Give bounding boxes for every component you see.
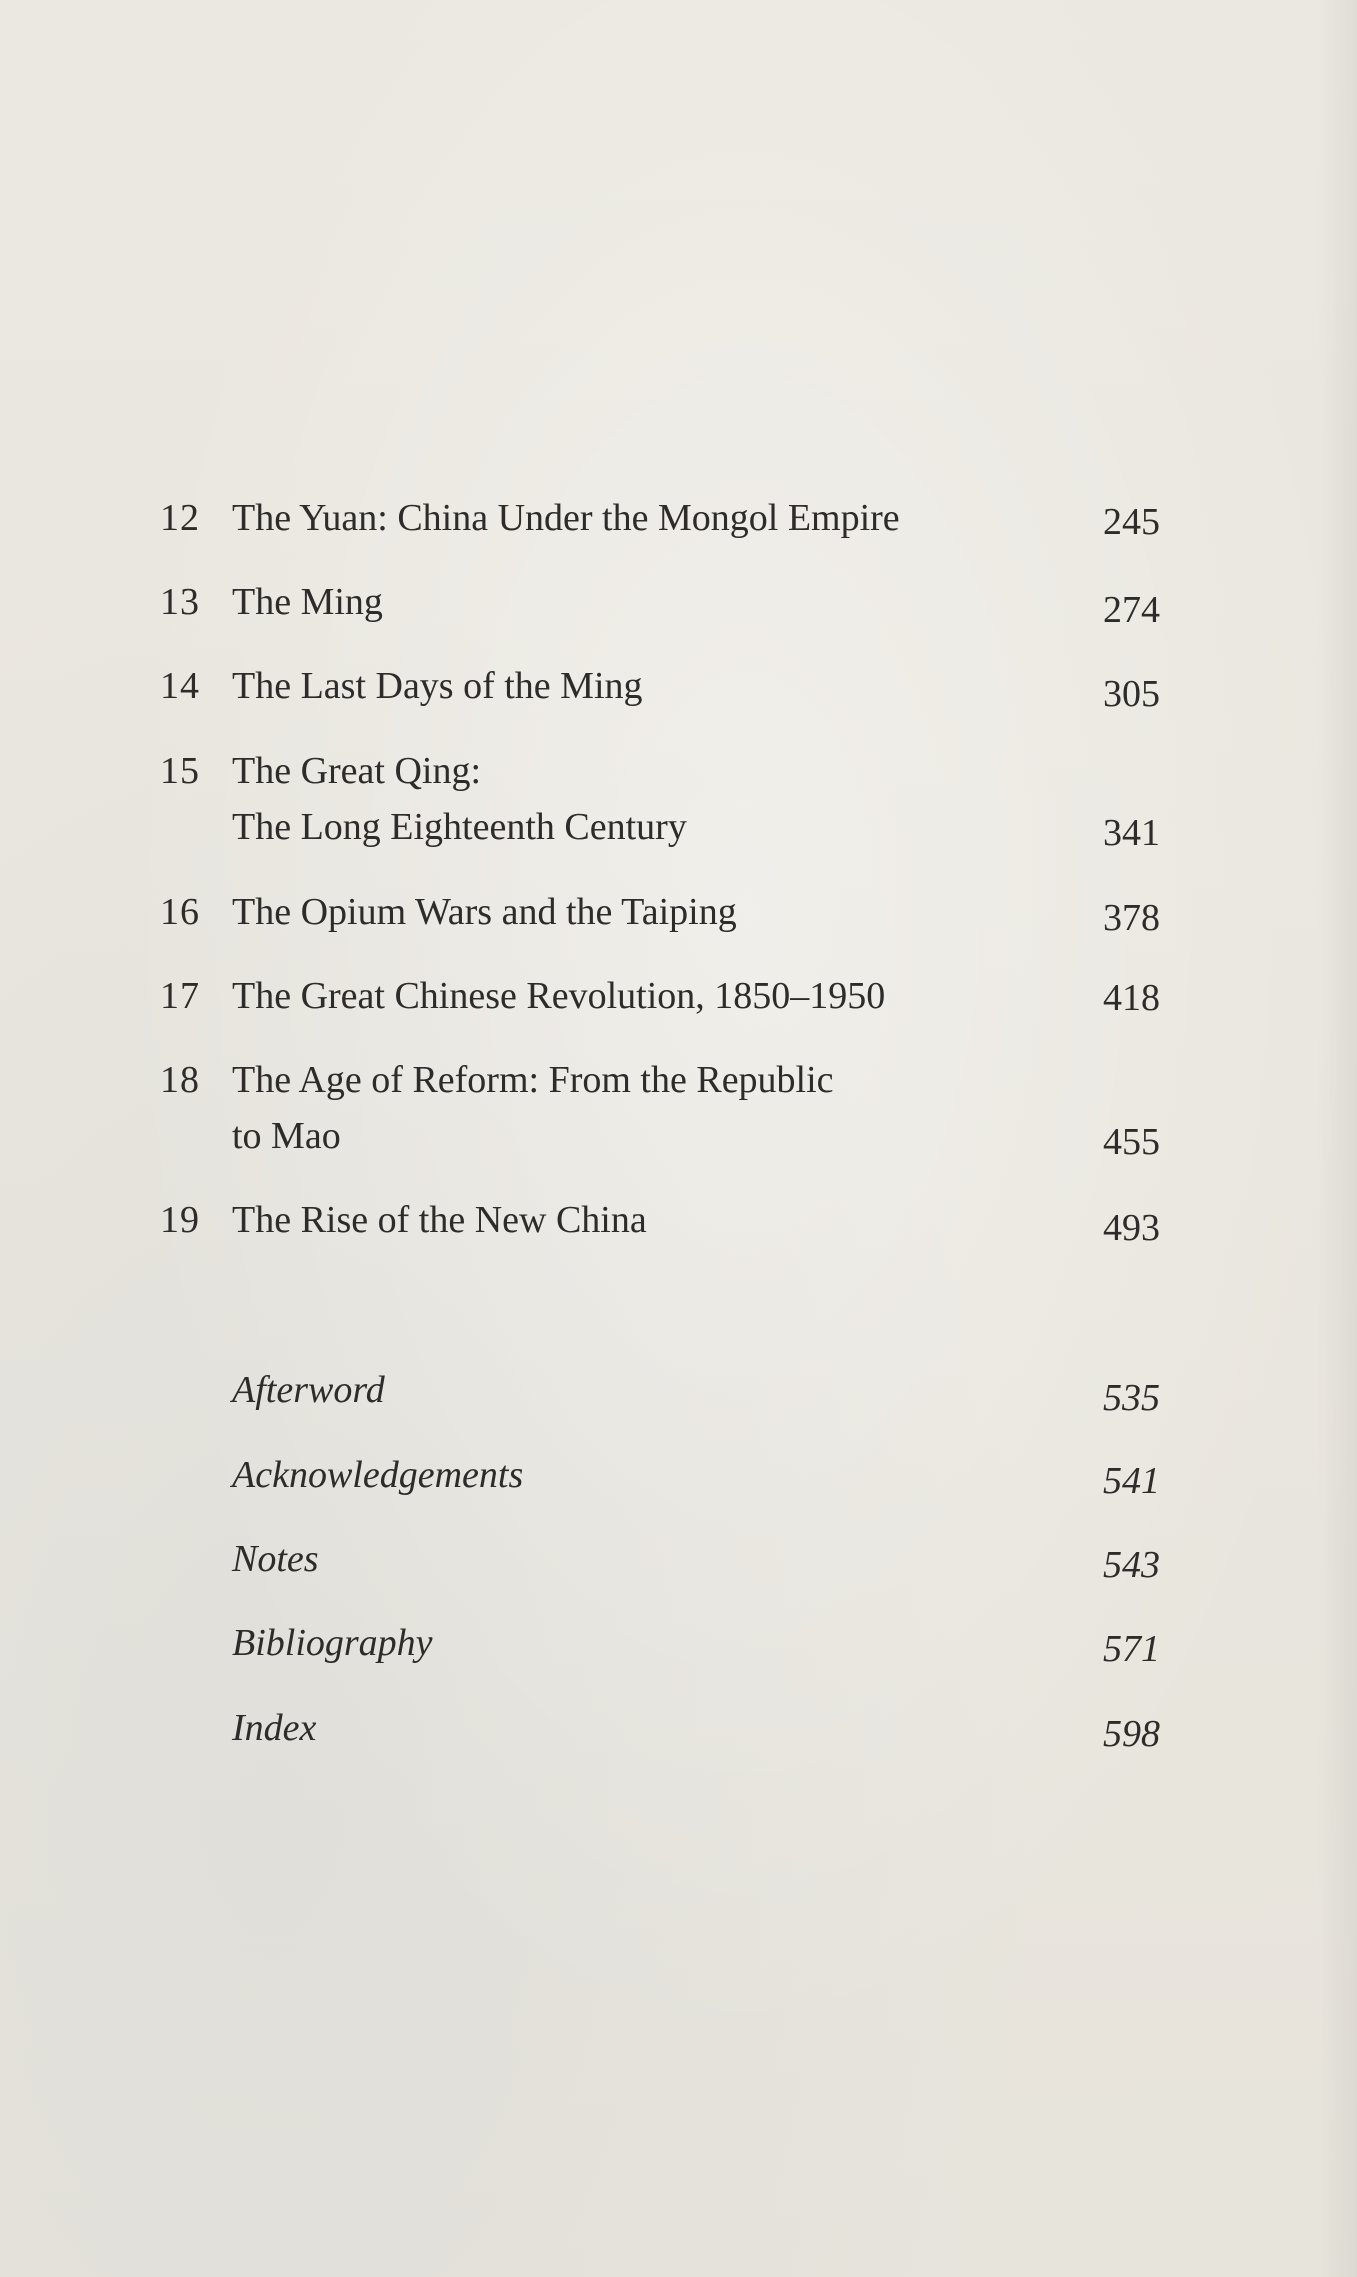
chapter-number: 16: [160, 891, 200, 933]
chapter-title: The Great Chinese Revolution, 1850–1950: [232, 975, 886, 1017]
chapter-number: 19: [160, 1199, 200, 1241]
chapter-title-line-1: The Age of Reform: From the Republic: [232, 1059, 834, 1101]
chapter-number: 12: [160, 497, 200, 539]
chapter-title: The Yuan: China Under the Mongol Empire: [232, 497, 900, 539]
chapter-page-number: 418: [1103, 977, 1160, 1019]
back-matter-title: Index: [232, 1707, 317, 1749]
chapter-title-line-2: The Long Eighteenth Century: [232, 806, 687, 848]
chapter-title: The Opium Wars and the Taiping: [232, 891, 737, 933]
chapter-title-line-1: The Great Qing:: [232, 750, 482, 792]
back-matter-page-number: 598: [1103, 1713, 1160, 1755]
back-matter-page-number: 541: [1103, 1460, 1160, 1502]
chapter-page-number: 341: [1103, 812, 1160, 854]
chapter-number: 15: [160, 750, 200, 792]
back-matter-page-number: 571: [1103, 1628, 1160, 1670]
chapter-page-number: 378: [1103, 897, 1160, 939]
chapter-title-line-2: to Mao: [232, 1115, 341, 1157]
chapter-page-number: 493: [1103, 1207, 1160, 1249]
chapter-number: 13: [160, 581, 200, 623]
chapter-page-number: 245: [1103, 501, 1160, 543]
back-matter-title: Bibliography: [232, 1622, 433, 1664]
back-matter-title: Afterword: [232, 1369, 385, 1411]
back-matter-title: Notes: [232, 1538, 319, 1580]
back-matter-title: Acknowledgements: [232, 1454, 524, 1496]
page-edge-shadow: [1317, 0, 1357, 2277]
chapter-page-number: 455: [1103, 1121, 1160, 1163]
chapter-title: The Last Days of the Ming: [232, 665, 643, 707]
chapter-page-number: 305: [1103, 673, 1160, 715]
back-matter-page-number: 543: [1103, 1544, 1160, 1586]
chapter-page-number: 274: [1103, 589, 1160, 631]
back-matter-page-number: 535: [1103, 1377, 1160, 1419]
chapter-number: 14: [160, 665, 200, 707]
chapter-title: The Ming: [232, 581, 383, 623]
chapter-number: 17: [160, 975, 200, 1017]
chapter-number: 18: [160, 1059, 200, 1101]
chapter-title: The Rise of the New China: [232, 1199, 647, 1241]
